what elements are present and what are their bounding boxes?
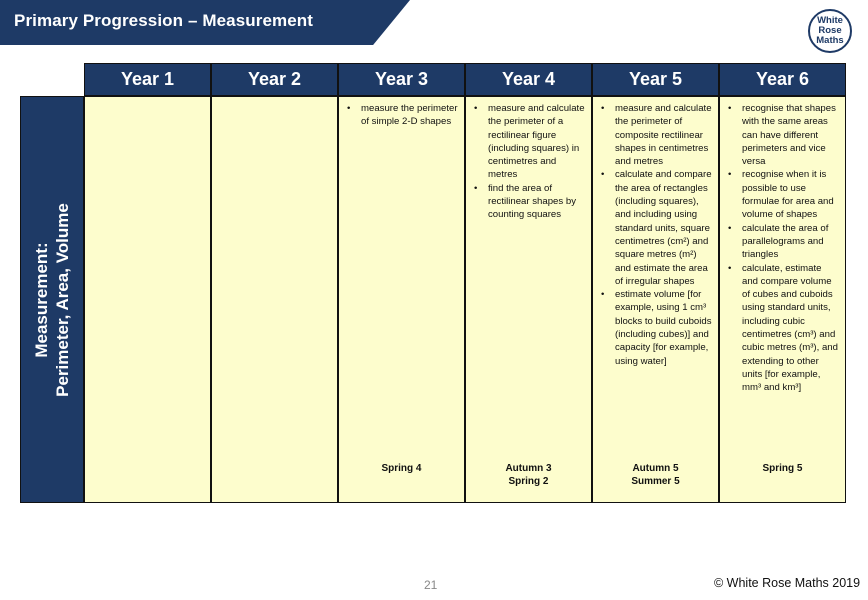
term-line: Autumn 3 [505, 463, 552, 474]
year-header-5: Year 5 [592, 63, 719, 96]
objective-item: • estimate volume [for example, using 1 cm³ blocks to build cuboids (including cubes)] and capacity [for example, using water] [615, 288, 713, 368]
year-header-3: Year 3 [338, 63, 465, 96]
objectives-list [344, 102, 459, 129]
objective-item: • recognise that shapes with the same areas can have different perimeters and vice versa [742, 102, 840, 168]
year-5-objectives-cell [592, 96, 719, 503]
strand-label [31, 203, 73, 397]
strand-label-line-2: Perimeter, Area, Volume [53, 202, 72, 397]
term-line: Spring 5 [762, 463, 803, 474]
term-line: Spring 2 [508, 476, 549, 487]
year-header-1: Year 1 [84, 63, 211, 96]
page-title: Primary Progression – Measurement [14, 11, 314, 30]
year-header-6: Year 6 [719, 63, 846, 96]
page-number: 21 [424, 578, 438, 592]
objective-item: • recognise when it is possible to use formulae for area and volume of shapes [742, 168, 840, 221]
strand-label-line-1: Measurement: [32, 241, 51, 358]
term-label [720, 462, 845, 475]
objective-item: • measure and calculate the perimeter of composite rectilinear shapes in centimetres and metres [615, 102, 713, 168]
term-line: Spring 4 [381, 463, 422, 474]
objective-item: • measure the perimeter of simple 2-D shapes [361, 102, 459, 129]
term-label [593, 462, 718, 488]
objective-item: • find the area of rectilinear shapes by counting squares [488, 182, 586, 222]
year-header-4: Year 4 [465, 63, 592, 96]
objectives-row [84, 96, 846, 503]
term-line: Autumn 5 [632, 463, 679, 474]
copyright-notice: © White Rose Maths 2019 [714, 576, 861, 590]
term-label [339, 462, 464, 475]
logo-line-3: Maths [816, 35, 844, 46]
objective-item: • measure and calculate the perimeter of a rectilinear figure (including squares) in centimetres and metres [488, 102, 586, 182]
year-2-objectives-cell [211, 96, 338, 503]
year-3-objectives-cell [338, 96, 465, 503]
logo-line-2: Rose [818, 25, 842, 36]
objective-item: • calculate, estimate and compare volume of cubes and cuboids using standard units, including cubic centimetres (cm³) and cubic metres (m³), and extending to other units [for example, mm³ and km³] [742, 262, 840, 395]
strand-label-cell [20, 96, 84, 503]
year-header-row [84, 63, 846, 96]
objectives-list [725, 102, 840, 395]
logo-line-1: White [817, 15, 843, 26]
term-line: Summer 5 [631, 476, 680, 487]
year-6-objectives-cell [719, 96, 846, 503]
objectives-list [471, 102, 586, 222]
objective-item: • calculate the area of parallelograms and triangles [742, 222, 840, 262]
year-header-2: Year 2 [211, 63, 338, 96]
term-label [466, 462, 591, 488]
year-4-objectives-cell [465, 96, 592, 503]
white-rose-maths-logo [808, 9, 852, 53]
objective-item: • calculate and compare the area of rectangles (including squares), and including using standard units, square centimetres (cm²) and square metres (m²) and estimate the area of irregular shapes [615, 168, 713, 288]
objectives-list [598, 102, 713, 368]
year-1-objectives-cell [84, 96, 211, 503]
